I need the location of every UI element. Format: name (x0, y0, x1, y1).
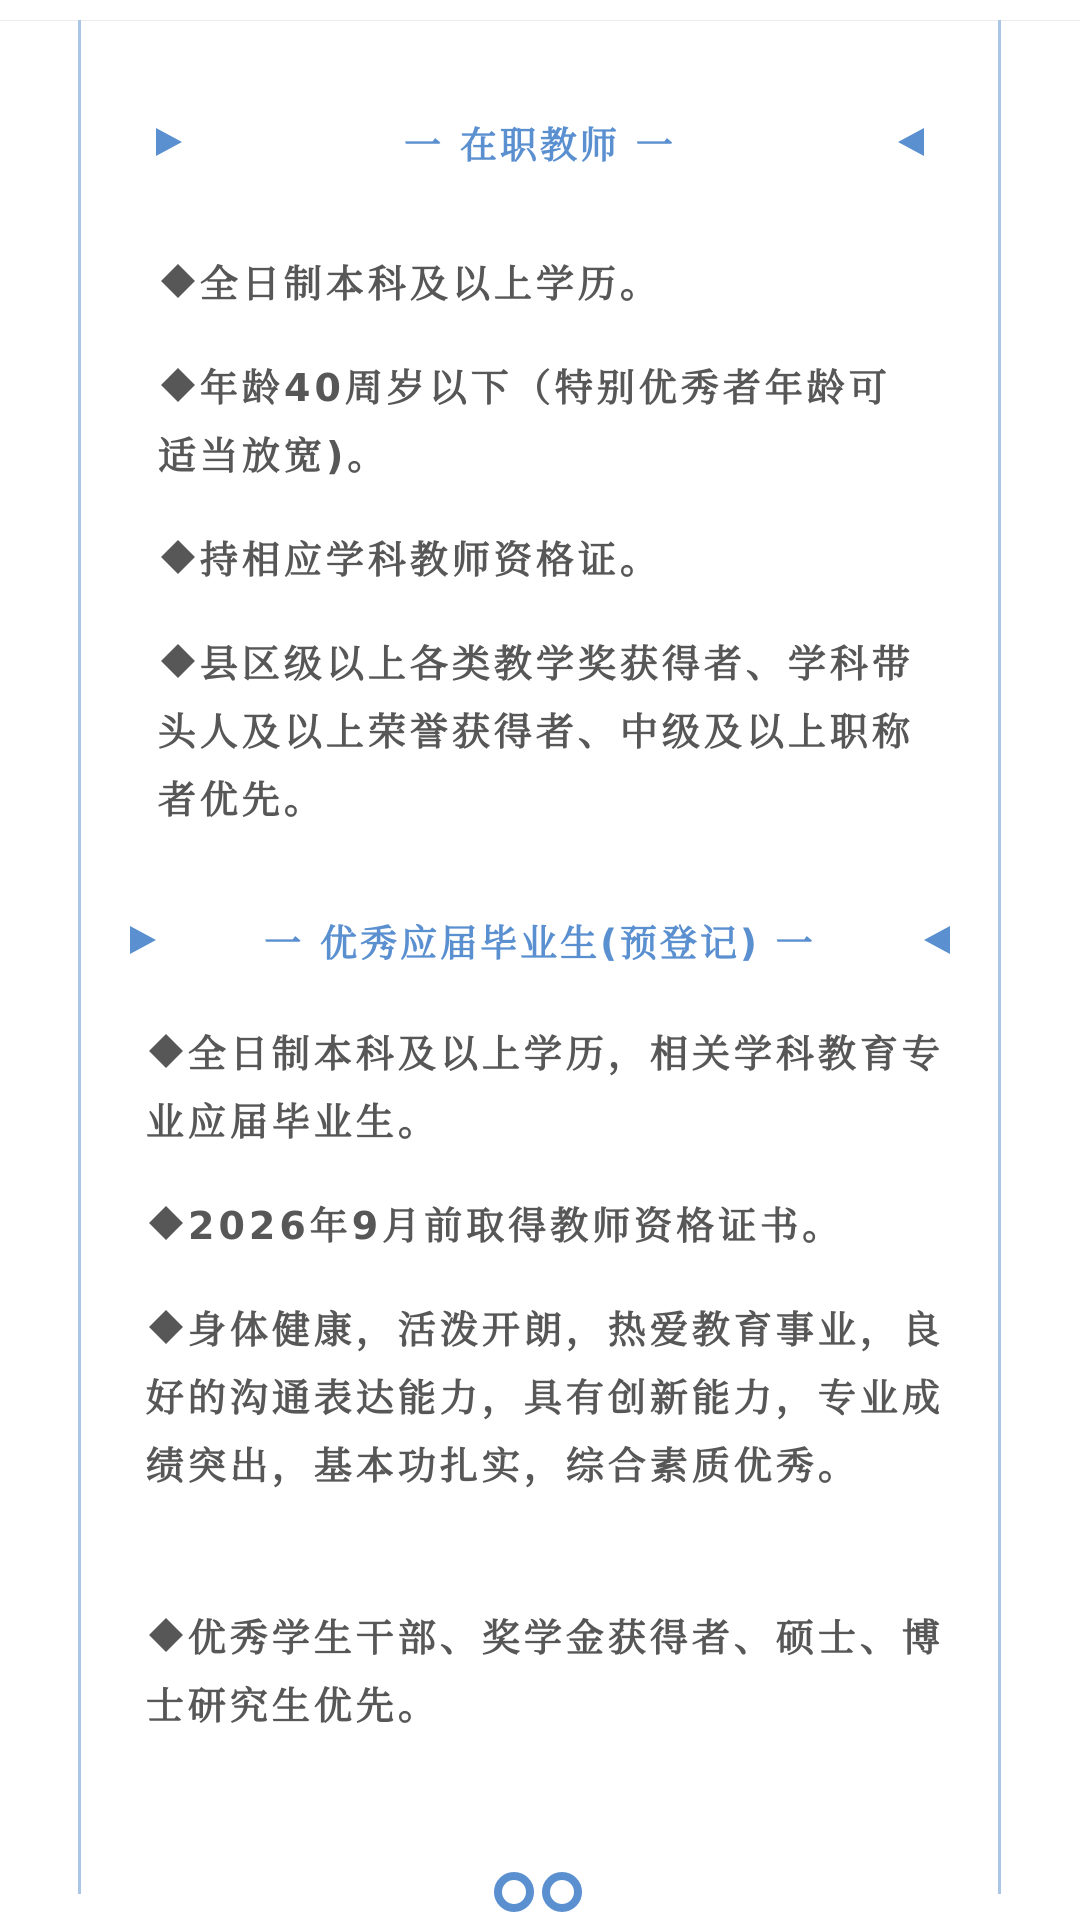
diamond-bullet-icon (161, 644, 195, 678)
list-item (146, 1020, 946, 1156)
list-item-text: 年龄40周岁以下（特别优秀者年龄可适当放宽)。 (158, 366, 891, 478)
list-item (146, 1604, 946, 1740)
list-item-text: 优秀学生干部、奖学金获得者、硕士、博士研究生优先。 (146, 1616, 945, 1728)
badge-ring-icon (542, 1872, 582, 1912)
triangle-right-icon (130, 926, 156, 954)
section-header-graduates (130, 910, 950, 970)
list-item (146, 1192, 946, 1260)
list-item-text: 县区级以上各类教学奖获得者、学科带头人及以上荣誉获得者、中级及以上职称者优先。 (158, 642, 915, 822)
diamond-bullet-icon (161, 540, 195, 574)
list-item (158, 354, 930, 490)
section-number-badge (494, 1872, 586, 1912)
badge-ring-icon (494, 1872, 534, 1912)
diamond-bullet-icon (149, 1310, 183, 1344)
top-divider (0, 0, 1080, 21)
list-item-text: 持相应学科教师资格证。 (200, 538, 663, 582)
triangle-left-icon (898, 128, 924, 156)
list-item-text: 身体健康，活泼开朗，热爱教育事业，良好的沟通表达能力，具有创新能力，专业成绩突出，基本功扎实，综合素质优秀。 (146, 1308, 945, 1488)
triangle-left-icon (924, 926, 950, 954)
section-header-incumbent-teachers (156, 112, 924, 172)
list-item (158, 526, 930, 594)
frame-left-border (78, 20, 81, 1894)
diamond-bullet-icon (161, 368, 195, 402)
frame-right-border (998, 20, 1001, 1894)
list-item-text: 全日制本科及以上学历。 (200, 262, 663, 306)
diamond-bullet-icon (149, 1034, 183, 1068)
list-item-text: 2026年9月前取得教师资格证书。 (188, 1204, 845, 1248)
section-title: 一 在职教师 一 (404, 124, 676, 167)
diamond-bullet-icon (161, 264, 195, 298)
section-title: 一 优秀应届毕业生(预登记) 一 (264, 922, 816, 965)
diamond-bullet-icon (149, 1206, 183, 1240)
list-item-text: 全日制本科及以上学历，相关学科教育专业应届毕业生。 (146, 1032, 945, 1144)
list-item (146, 1296, 946, 1500)
diamond-bullet-icon (149, 1618, 183, 1652)
list-item (158, 250, 930, 318)
triangle-right-icon (156, 128, 182, 156)
list-item (158, 630, 930, 834)
